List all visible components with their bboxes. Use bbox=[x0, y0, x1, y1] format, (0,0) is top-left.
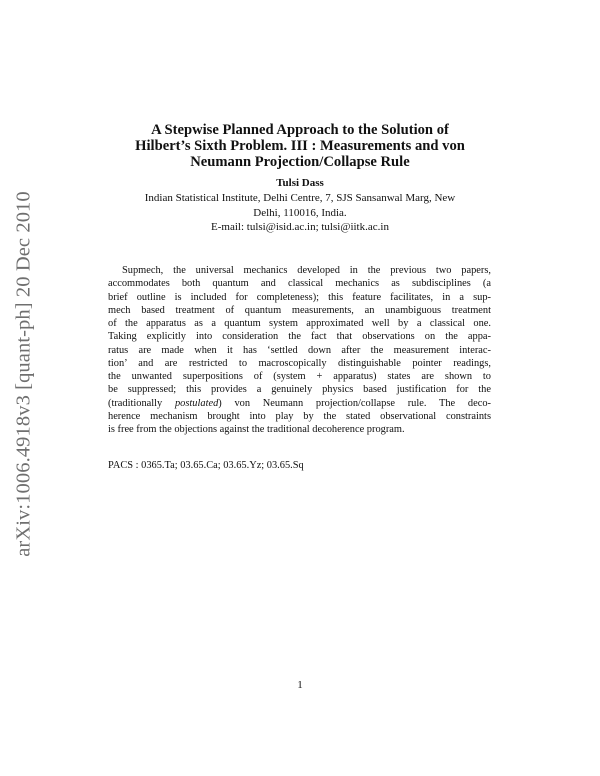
paper-title bbox=[60, 122, 540, 170]
abstract-line: the unwanted superpositions of (system + apparatus) states are shown to bbox=[108, 371, 491, 382]
abstract-line: of the apparatus as a quantum system approximated well by a classical one. bbox=[108, 318, 491, 329]
page-number: 1 bbox=[297, 679, 303, 691]
title-line: Neumann Projection/Collapse Rule bbox=[190, 154, 410, 170]
abstract-line: herence mechanism brought into play by the stated observational constraints bbox=[108, 410, 491, 422]
abstract-line: mech based treatment of quantum measurements, an unambiguous treatment bbox=[108, 304, 491, 316]
abstract-line: ratus are made when it has ‘settled down after the measurement interac- bbox=[108, 344, 491, 356]
affiliation-line: Indian Statistical Institute, Delhi Centre, 7, SJS Sansanwal Marg, New bbox=[144, 192, 456, 204]
arxiv-identifier: arXiv:1006.4918v3 [quant-ph] 20 Dec 2010 bbox=[12, 191, 35, 557]
title-line: Hilbert’s Sixth Problem. III : Measurements and von bbox=[135, 138, 465, 154]
abstract-line: be suppressed; this provides a genuinely physics based justification for the bbox=[108, 384, 491, 396]
author-name: Tulsi Dass bbox=[276, 177, 324, 189]
abstract-line: brief outline is included for completeness); this feature facilitates, in a sup- bbox=[108, 291, 491, 303]
abstract-line: Taking explicitly into consideration the fact that observations on the appa- bbox=[108, 331, 491, 343]
abstract-line: tion’ and are restricted to macroscopically distinguishable pointer readings, bbox=[108, 357, 491, 369]
emphasis-postulated: postulated bbox=[174, 397, 219, 409]
pacs-codes: PACS : 0365.Ta; 03.65.Ca; 03.65.Yz; 03.65.Sq bbox=[108, 460, 304, 471]
abstract bbox=[108, 264, 491, 436]
abstract-line bbox=[108, 397, 491, 410]
abstract-line: Supmech, the universal mechanics developed in the previous two papers, bbox=[122, 265, 491, 276]
affiliation-line: Delhi, 110016, India. bbox=[253, 206, 347, 219]
author-affiliation bbox=[100, 191, 500, 235]
abstract-line: is free from the objections against the traditional decoherence program. bbox=[108, 424, 405, 435]
email-line: E-mail: tulsi@isid.ac.in; tulsi@iitk.ac.in bbox=[211, 221, 389, 233]
abstract-text: ) von Neumann projection/collapse rule. The deco- bbox=[218, 397, 491, 409]
title-line: A Stepwise Planned Approach to the Solution of bbox=[151, 122, 449, 138]
abstract-text: (traditionally bbox=[108, 397, 175, 409]
arxiv-identifier-margin bbox=[0, 0, 34, 776]
abstract-line: accommodates both quantum and classical mechanics as subdisciplines (a bbox=[108, 278, 491, 290]
